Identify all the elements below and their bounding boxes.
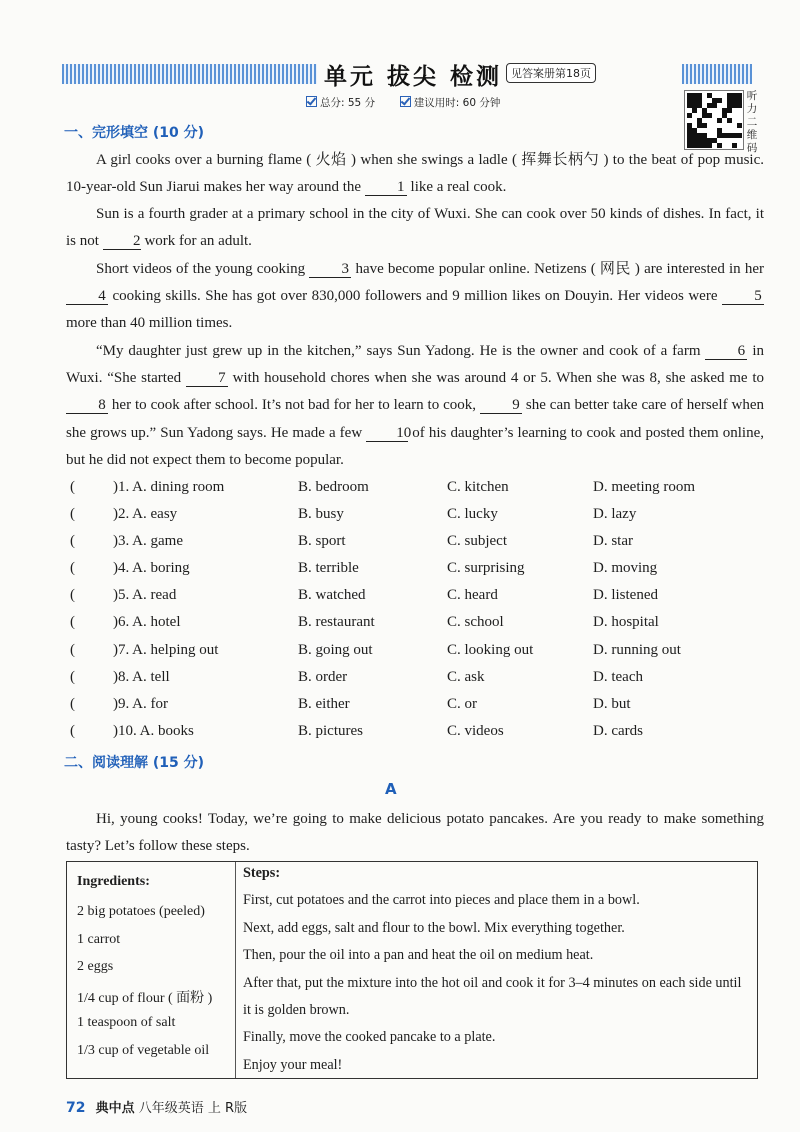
blank-7[interactable]: 7 — [186, 370, 228, 387]
option-b[interactable]: B. going out — [298, 641, 373, 658]
cloze-paragraph-3: Short videos of the young cooking 3 have become popular online. Netizens ( 网民 ) are interested in her 4 cooking skills. She has got over 830,000 followers and 9 million likes on Douyin. Her videos were 5 more than 40 million times. — [66, 261, 764, 332]
ingredients-title: Ingredients: — [77, 874, 150, 889]
option-b[interactable]: B. either — [298, 695, 350, 712]
page-number: 72 — [66, 1100, 86, 1116]
steps-column — [243, 862, 751, 1079]
option-a[interactable]: 9. A. for — [118, 695, 168, 712]
option-c[interactable]: C. subject — [447, 533, 507, 550]
ingredient-item: 1 carrot — [77, 932, 121, 947]
banner-stripes-left — [62, 64, 317, 84]
book-name: 八年级英语 上 R版 — [138, 1101, 248, 1116]
qr-module — [687, 113, 692, 118]
answer-paren-right[interactable]: ) — [113, 614, 118, 631]
qr-code-icon[interactable] — [684, 90, 744, 150]
option-row — [66, 611, 764, 638]
option-b[interactable]: B. busy — [298, 506, 344, 523]
blank-2[interactable]: 2 — [103, 233, 141, 250]
option-c[interactable]: C. or — [447, 695, 477, 712]
blank-5[interactable]: 5 — [722, 288, 764, 305]
option-b[interactable]: B. restaurant — [298, 614, 375, 631]
qr-module — [712, 103, 717, 108]
option-b[interactable]: B. bedroom — [298, 479, 369, 495]
answer-paren-right[interactable]: ) — [113, 506, 118, 523]
step-item: First, cut potatoes and the carrot into pieces and place them in a bowl. — [243, 892, 640, 909]
blank-1[interactable]: 1 — [365, 179, 407, 196]
option-d[interactable]: D. running out — [593, 641, 681, 658]
answer-paren-right[interactable]: ) — [113, 641, 118, 658]
option-d[interactable]: D. star — [593, 533, 633, 550]
option-c[interactable]: C. videos — [447, 722, 504, 739]
qr-module — [727, 108, 732, 113]
option-d[interactable]: D. cards — [593, 722, 643, 739]
option-c[interactable]: C. heard — [447, 587, 498, 604]
option-b[interactable]: B. order — [298, 668, 348, 685]
answer-paren-left[interactable]: ( — [70, 506, 75, 523]
option-a[interactable]: 6. A. hotel — [118, 614, 181, 631]
blank-3[interactable]: 3 — [309, 261, 351, 278]
options-list — [66, 476, 764, 747]
qr-module — [717, 118, 722, 123]
option-b[interactable]: B. terrible — [298, 560, 359, 577]
answer-paren-left[interactable]: ( — [70, 560, 75, 577]
option-d[interactable]: D. hospital — [593, 614, 659, 631]
checkbox-icon — [306, 96, 317, 107]
qr-module — [702, 123, 707, 128]
option-d[interactable]: D. but — [593, 695, 631, 712]
qr-module — [737, 133, 742, 138]
option-row — [66, 584, 764, 611]
option-c[interactable]: C. school — [447, 614, 504, 631]
blank-9[interactable]: 9 — [480, 397, 522, 414]
step-item: Then, pour the oil into a pan and heat the oil on medium heat. — [243, 947, 594, 964]
option-row — [66, 666, 764, 693]
option-a[interactable]: 7. A. helping out — [118, 641, 219, 658]
answer-paren-right[interactable]: ) — [113, 722, 118, 739]
option-b[interactable]: B. watched — [298, 587, 366, 604]
section-heading-cloze: 一、完形填空 (10 分) — [64, 125, 205, 141]
answer-paren-left[interactable]: ( — [70, 479, 75, 495]
answer-paren-right[interactable]: ) — [113, 587, 118, 604]
option-c[interactable]: C. lucky — [447, 506, 498, 523]
answer-reference: 见答案册第18页 — [506, 63, 596, 83]
option-row — [66, 639, 764, 666]
answer-paren-left[interactable]: ( — [70, 668, 75, 685]
answer-paren-left[interactable]: ( — [70, 614, 75, 631]
qr-label: 听力二维码 — [746, 90, 758, 154]
ingredient-item: 2 big potatoes (peeled) — [77, 904, 205, 919]
option-row — [66, 557, 764, 584]
option-a[interactable]: 10. A. books — [118, 722, 194, 739]
option-c[interactable]: C. kitchen — [447, 479, 509, 495]
cloze-paragraph-2: Sun is a fourth grader at a primary school in the city of Wuxi. She can cook over 50 kinds of dishes. In fact, it is not 2 work for an adult. — [66, 206, 764, 250]
cloze-paragraph-4: “My daughter just grew up in the kitchen,” says Sun Yadong. He is the owner and cook of a farm 6 in Wuxi. “She started 7 with household chores when she was around 4 or 5. When she was 8, she asked me to 8 her to cook after school. It’s not bad for her to learn to cook, 9 she can better take care of herself when she grows up.” Sun Yadong says. He made a few 10 of his daughter’s learning to cook and posted them online, but he did not expect them to become popular. — [66, 343, 764, 468]
option-c[interactable]: C. ask — [447, 668, 485, 685]
answer-paren-left[interactable]: ( — [70, 722, 75, 739]
blank-8[interactable]: 8 — [66, 397, 108, 414]
blank-4[interactable]: 4 — [66, 288, 108, 305]
total-score: 总分: 55 分 — [320, 97, 376, 109]
qr-module — [707, 113, 712, 118]
step-item: Finally, move the cooked pancake to a plate. — [243, 1029, 496, 1046]
option-d[interactable]: D. meeting room — [593, 479, 696, 495]
option-b[interactable]: B. pictures — [298, 722, 363, 739]
answer-paren-left[interactable]: ( — [70, 587, 75, 604]
step-item: Next, add eggs, salt and flour to the bowl. Mix everything together. — [243, 919, 625, 936]
qr-module — [692, 108, 697, 113]
answer-paren-left[interactable]: ( — [70, 695, 75, 712]
step-item: After that, put the mixture into the hot oil and cook it for 3–4 minutes on each side until it is golden brown. — [243, 974, 742, 1019]
option-a[interactable]: 8. A. tell — [118, 668, 170, 685]
suggested-time: 建议用时: 60 分钟 — [413, 97, 501, 109]
passage-label: A — [385, 780, 397, 798]
answer-paren-right[interactable]: ) — [113, 479, 118, 495]
ingredients-column — [67, 862, 236, 1078]
option-b[interactable]: B. sport — [298, 533, 346, 550]
step-item: Enjoy your meal! — [243, 1056, 343, 1073]
banner-stripes-right — [682, 64, 752, 84]
option-a[interactable]: 1. A. dining room — [118, 479, 225, 495]
answer-paren-left[interactable]: ( — [70, 533, 75, 550]
option-d[interactable]: D. listened — [593, 587, 658, 604]
option-a[interactable]: 2. A. easy — [118, 506, 178, 523]
option-row — [66, 530, 764, 557]
answer-paren-right[interactable]: ) — [113, 668, 118, 685]
qr-module — [727, 118, 732, 123]
answer-paren-left[interactable]: ( — [70, 641, 75, 658]
ingredient-item: 1/4 cup of flour ( 面粉 ) — [77, 991, 213, 1006]
option-row — [66, 503, 764, 530]
ingredient-item: 1/3 cup of vegetable oil — [77, 1043, 210, 1058]
ingredient-item: 2 eggs — [77, 959, 114, 974]
title-banner — [62, 58, 764, 90]
qr-module — [737, 103, 742, 108]
answer-paren-right[interactable]: ) — [113, 560, 118, 577]
page-title: 单元 拔尖 检测 — [324, 64, 503, 90]
option-d[interactable]: D. teach — [593, 668, 643, 685]
reading-intro: Hi, young cooks! Today, we’re going to make delicious potato pancakes. Are you ready to make something tasty? Let’s follow these steps. — [66, 811, 764, 855]
option-a[interactable]: 4. A. boring — [118, 560, 190, 577]
blank-10[interactable]: 10 — [366, 425, 408, 442]
option-d[interactable]: D. moving — [593, 560, 658, 577]
option-d[interactable]: D. lazy — [593, 506, 637, 523]
option-row — [66, 720, 764, 747]
ingredient-item: 1 teaspoon of salt — [77, 1015, 176, 1030]
checkbox-icon — [400, 96, 411, 107]
cloze-paragraph-1: A girl cooks over a burning flame ( 火焰 ) when she swings a ladle ( 挥舞长柄勺 ) to the beat of pop music. 10-year-old Sun Jiarui makes her way around the 1 like a real cook. — [66, 152, 764, 196]
option-row — [66, 476, 764, 503]
qr-module — [717, 98, 722, 103]
option-a[interactable]: 5. A. read — [118, 587, 177, 604]
option-c[interactable]: C. looking out — [447, 641, 534, 658]
qr-module — [737, 123, 742, 128]
option-c[interactable]: C. surprising — [447, 560, 525, 577]
recipe-table — [66, 861, 758, 1079]
section-heading-reading: 二、阅读理解 (15 分) — [64, 755, 205, 771]
page-footer — [66, 1097, 247, 1116]
test-meta — [306, 95, 500, 110]
brand-logo: 典中点 — [95, 1101, 135, 1116]
steps-title: Steps: — [243, 865, 281, 881]
answer-paren-right[interactable]: ) — [113, 695, 118, 712]
option-row — [66, 693, 764, 720]
option-a[interactable]: 3. A. game — [118, 533, 183, 550]
answer-paren-right[interactable]: ) — [113, 533, 118, 550]
blank-6[interactable]: 6 — [705, 343, 747, 360]
